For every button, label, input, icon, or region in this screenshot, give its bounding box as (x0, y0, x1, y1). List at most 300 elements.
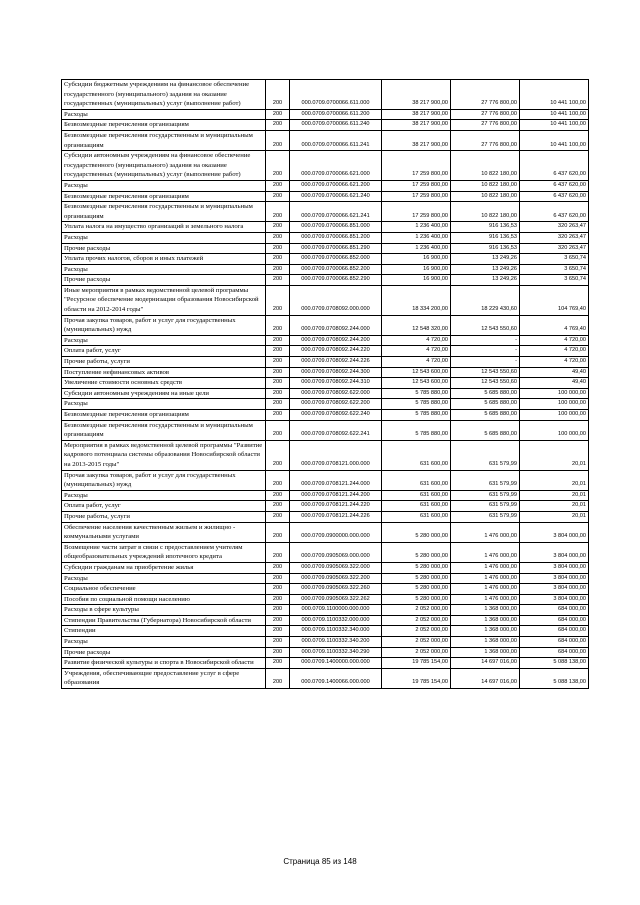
unexecuted-amount: 3 804 000,00 (520, 573, 589, 584)
table-row (62, 357, 589, 368)
unexecuted-amount: 5 088 138,00 (520, 668, 589, 688)
line-item-name: Обеспечение населения качественным жильем и жилищно - коммунальными услугами (62, 522, 266, 542)
budget-classification-code: 000.0709.1400066.000.000 (290, 668, 382, 688)
budget-classification-code: 000.0709.0900000.000.000 (290, 522, 382, 542)
unexecuted-amount: 3 804 000,00 (520, 584, 589, 595)
line-item-name: Безвозмездные перечисления организациям (62, 410, 266, 421)
executed-amount: 1 368 000,00 (451, 605, 520, 616)
budget-classification-code: 000.0709.0700066.621.000 (290, 151, 382, 181)
executed-amount: 10 822 180,00 (451, 151, 520, 181)
executed-amount: - (451, 346, 520, 357)
table-row (62, 658, 589, 669)
unexecuted-amount: 320 263,47 (520, 232, 589, 243)
line-item-name: Прочие расходы (62, 647, 266, 658)
unexecuted-amount: 100 000,00 (520, 410, 589, 421)
table-row (62, 243, 589, 254)
line-code: 200 (266, 120, 290, 131)
approved-amount: 12 543 600,00 (382, 378, 451, 389)
line-code: 200 (266, 594, 290, 605)
unexecuted-amount: 104 769,40 (520, 285, 589, 315)
unexecuted-amount: 49,40 (520, 367, 589, 378)
executed-amount: 1 368 000,00 (451, 615, 520, 626)
budget-classification-code: 000.0709.0700066.851.200 (290, 232, 382, 243)
budget-classification-code: 000.0709.0708121.244.200 (290, 490, 382, 501)
line-item-name: Мероприятия в рамках ведомственной целевой программы "Развитие кадрового потенциала системы образования Новосибирской области на 2013-2015 годы" (62, 440, 266, 470)
budget-classification-code: 000.0709.0708092.622.240 (290, 410, 382, 421)
unexecuted-amount: 3 650,74 (520, 254, 589, 265)
approved-amount: 5 785 880,00 (382, 420, 451, 440)
budget-classification-code: 000.0709.0708092.244.000 (290, 315, 382, 335)
approved-amount: 631 600,00 (382, 490, 451, 501)
line-item-name: Прочие расходы (62, 275, 266, 286)
line-code: 200 (266, 151, 290, 181)
unexecuted-amount: 20,01 (520, 501, 589, 512)
approved-amount: 5 280 000,00 (382, 573, 451, 584)
approved-amount: 38 217 900,00 (382, 130, 451, 150)
executed-amount: 27 776 800,00 (451, 80, 520, 110)
line-item-name: Расходы (62, 399, 266, 410)
budget-classification-code: 000.0709.0700066.611.241 (290, 130, 382, 150)
executed-amount: 13 249,26 (451, 264, 520, 275)
approved-amount: 5 785 880,00 (382, 399, 451, 410)
executed-amount: 631 579,99 (451, 440, 520, 470)
unexecuted-amount: 4 720,00 (520, 357, 589, 368)
approved-amount: 5 280 000,00 (382, 522, 451, 542)
line-code: 200 (266, 410, 290, 421)
unexecuted-amount: 100 000,00 (520, 399, 589, 410)
executed-amount: 631 579,99 (451, 470, 520, 490)
line-code: 200 (266, 378, 290, 389)
executed-amount: 14 697 016,00 (451, 668, 520, 688)
line-item-name: Возмещение части затрат в связи с предоставлением учителям общеобразовательных учреждений ипотечного кредита (62, 542, 266, 562)
line-code: 200 (266, 222, 290, 233)
table-row (62, 315, 589, 335)
line-item-name: Стипендии (62, 626, 266, 637)
table-row (62, 637, 589, 648)
unexecuted-amount: 6 437 620,00 (520, 180, 589, 191)
line-item-name: Расходы (62, 335, 266, 346)
executed-amount: 14 697 016,00 (451, 658, 520, 669)
line-code: 200 (266, 522, 290, 542)
budget-classification-code: 000.0709.0700066.851.000 (290, 222, 382, 233)
line-code: 200 (266, 202, 290, 222)
line-item-name: Безвозмездные перечисления организациям (62, 191, 266, 202)
unexecuted-amount: 49,40 (520, 378, 589, 389)
line-code: 200 (266, 542, 290, 562)
unexecuted-amount: 6 437 620,00 (520, 151, 589, 181)
budget-table-body (62, 80, 589, 689)
table-row (62, 180, 589, 191)
unexecuted-amount: 684 000,00 (520, 605, 589, 616)
budget-report-sheet (61, 79, 588, 689)
approved-amount: 1 236 400,00 (382, 222, 451, 233)
line-code: 200 (266, 626, 290, 637)
budget-classification-code: 000.0709.0700066.621.241 (290, 202, 382, 222)
executed-amount: - (451, 357, 520, 368)
unexecuted-amount: 10 441 100,00 (520, 80, 589, 110)
budget-classification-code: 000.0709.0700066.611.240 (290, 120, 382, 131)
approved-amount: 17 259 800,00 (382, 151, 451, 181)
executed-amount: 13 249,26 (451, 275, 520, 286)
approved-amount: 2 052 000,00 (382, 605, 451, 616)
line-item-name: Безвозмездные перечисления государственным и муниципальным организациям (62, 420, 266, 440)
executed-amount: 1 476 000,00 (451, 584, 520, 595)
budget-classification-code: 000.0709.0708121.244.220 (290, 501, 382, 512)
approved-amount: 2 052 000,00 (382, 626, 451, 637)
executed-amount: 1 368 000,00 (451, 647, 520, 658)
unexecuted-amount: 3 804 000,00 (520, 522, 589, 542)
budget-classification-code: 000.0709.1100332.340.200 (290, 637, 382, 648)
table-row (62, 511, 589, 522)
table-row (62, 109, 589, 120)
unexecuted-amount: 684 000,00 (520, 615, 589, 626)
budget-classification-code: 000.0709.0700066.852.200 (290, 264, 382, 275)
table-row (62, 275, 589, 286)
line-item-name: Расходы (62, 109, 266, 120)
table-row (62, 584, 589, 595)
budget-classification-code: 000.0709.1400000.000.000 (290, 658, 382, 669)
budget-classification-code: 000.0709.0700066.621.200 (290, 180, 382, 191)
approved-amount: 2 052 000,00 (382, 637, 451, 648)
approved-amount: 631 600,00 (382, 511, 451, 522)
table-row (62, 626, 589, 637)
approved-amount: 4 720,00 (382, 357, 451, 368)
approved-amount: 1 236 400,00 (382, 232, 451, 243)
line-code: 200 (266, 180, 290, 191)
line-code: 200 (266, 367, 290, 378)
line-item-name: Прочая закупка товаров, работ и услуг для государственных (муниципальных) нужд (62, 470, 266, 490)
budget-classification-code: 000.0709.0700066.611.000 (290, 80, 382, 110)
approved-amount: 2 052 000,00 (382, 615, 451, 626)
line-code: 200 (266, 232, 290, 243)
line-item-name: Стипендии Правительства (Губернатора) Новосибирской области (62, 615, 266, 626)
unexecuted-amount: 5 088 138,00 (520, 658, 589, 669)
budget-classification-code: 000.0709.1100000.000.000 (290, 605, 382, 616)
executed-amount: 1 476 000,00 (451, 522, 520, 542)
unexecuted-amount: 10 441 100,00 (520, 130, 589, 150)
approved-amount: 38 217 900,00 (382, 120, 451, 131)
table-row (62, 542, 589, 562)
line-item-name: Субсидии автономным учреждениям на иные цели (62, 388, 266, 399)
line-item-name: Учреждения, обеспечивающие предоставление услуг в сфере образования (62, 668, 266, 688)
executed-amount: 1 476 000,00 (451, 573, 520, 584)
unexecuted-amount: 100 000,00 (520, 388, 589, 399)
table-row (62, 191, 589, 202)
line-code: 200 (266, 264, 290, 275)
table-row (62, 254, 589, 265)
unexecuted-amount: 684 000,00 (520, 647, 589, 658)
line-item-name: Прочие работы, услуги (62, 357, 266, 368)
budget-classification-code: 000.0709.1100332.340.290 (290, 647, 382, 658)
approved-amount: 19 785 154,00 (382, 658, 451, 669)
budget-classification-code: 000.0709.0708092.244.300 (290, 367, 382, 378)
budget-classification-code: 000.0709.0708092.244.220 (290, 346, 382, 357)
executed-amount: 1 368 000,00 (451, 626, 520, 637)
line-item-name: Субсидии гражданам на приобретение жилья (62, 562, 266, 573)
approved-amount: 12 548 320,00 (382, 315, 451, 335)
budget-classification-code: 000.0709.0905069.322.000 (290, 562, 382, 573)
unexecuted-amount: 684 000,00 (520, 626, 589, 637)
executed-amount: 916 136,53 (451, 243, 520, 254)
line-code: 200 (266, 637, 290, 648)
line-item-name: Социальное обеспечение (62, 584, 266, 595)
line-code: 200 (266, 254, 290, 265)
table-row (62, 335, 589, 346)
line-item-name: Прочие расходы (62, 243, 266, 254)
line-item-name: Расходы (62, 264, 266, 275)
line-code: 200 (266, 658, 290, 669)
executed-amount: 5 685 880,00 (451, 388, 520, 399)
line-code: 200 (266, 109, 290, 120)
line-item-name: Уплата налога на имущество организаций и земельного налога (62, 222, 266, 233)
executed-amount: 1 476 000,00 (451, 562, 520, 573)
line-code: 200 (266, 191, 290, 202)
executed-amount: 12 543 550,60 (451, 378, 520, 389)
budget-classification-code: 000.0709.1100332.000.000 (290, 615, 382, 626)
table-row (62, 399, 589, 410)
executed-amount: 1 476 000,00 (451, 542, 520, 562)
executed-amount: 631 579,99 (451, 511, 520, 522)
budget-classification-code: 000.0709.0708121.244.000 (290, 470, 382, 490)
line-code: 200 (266, 388, 290, 399)
line-item-name: Субсидии бюджетным учреждениям на финансовое обеспечение государственного (муниципального) задания на оказание государственных (муниципальных) услуг (выполнение работ) (62, 80, 266, 110)
table-row (62, 346, 589, 357)
line-code: 200 (266, 285, 290, 315)
line-item-name: Развитие физической культуры и спорта в Новосибирской области (62, 658, 266, 669)
budget-classification-code: 000.0709.0905069.000.000 (290, 542, 382, 562)
budget-classification-code: 000.0709.0708092.622.241 (290, 420, 382, 440)
approved-amount: 1 236 400,00 (382, 243, 451, 254)
unexecuted-amount: 3 804 000,00 (520, 542, 589, 562)
line-code: 200 (266, 243, 290, 254)
line-code: 200 (266, 562, 290, 573)
approved-amount: 38 217 900,00 (382, 80, 451, 110)
line-item-name: Расходы в сфере культуры (62, 605, 266, 616)
executed-amount: 27 776 800,00 (451, 120, 520, 131)
table-row (62, 232, 589, 243)
table-row (62, 285, 589, 315)
budget-classification-code: 000.0709.0708121.000.000 (290, 440, 382, 470)
line-item-name: Субсидии автономным учреждениям на финансовое обеспечение государственного (муниципального) задания на оказание государственных (муниципальных) услуг (выполнение работ) (62, 151, 266, 181)
approved-amount: 16 900,00 (382, 254, 451, 265)
table-row (62, 420, 589, 440)
approved-amount: 631 600,00 (382, 440, 451, 470)
table-row (62, 80, 589, 110)
line-code: 200 (266, 346, 290, 357)
approved-amount: 5 785 880,00 (382, 388, 451, 399)
unexecuted-amount: 684 000,00 (520, 637, 589, 648)
executed-amount: - (451, 335, 520, 346)
table-row (62, 410, 589, 421)
line-code: 200 (266, 130, 290, 150)
executed-amount: 916 136,53 (451, 232, 520, 243)
budget-classification-code: 000.0709.0708121.244.226 (290, 511, 382, 522)
line-code: 200 (266, 335, 290, 346)
approved-amount: 4 720,00 (382, 346, 451, 357)
executed-amount: 5 685 880,00 (451, 399, 520, 410)
line-item-name: Безвозмездные перечисления государственным и муниципальным организациям (62, 202, 266, 222)
approved-amount: 5 280 000,00 (382, 562, 451, 573)
unexecuted-amount: 20,01 (520, 511, 589, 522)
line-code: 200 (266, 511, 290, 522)
line-code: 200 (266, 420, 290, 440)
unexecuted-amount: 320 263,47 (520, 243, 589, 254)
unexecuted-amount: 20,01 (520, 490, 589, 501)
executed-amount: 27 776 800,00 (451, 109, 520, 120)
line-item-name: Безвозмездные перечисления государственным и муниципальным организациям (62, 130, 266, 150)
executed-amount: 10 822 180,00 (451, 191, 520, 202)
unexecuted-amount: 20,01 (520, 470, 589, 490)
approved-amount: 631 600,00 (382, 470, 451, 490)
approved-amount: 5 280 000,00 (382, 542, 451, 562)
budget-classification-code: 000.0709.0700066.851.290 (290, 243, 382, 254)
unexecuted-amount: 3 804 000,00 (520, 562, 589, 573)
budget-classification-code: 000.0709.0708092.244.200 (290, 335, 382, 346)
table-row (62, 573, 589, 584)
line-item-name: Оплата работ, услуг (62, 346, 266, 357)
unexecuted-amount: 4 720,00 (520, 335, 589, 346)
executed-amount: 27 776 800,00 (451, 130, 520, 150)
unexecuted-amount: 6 437 620,00 (520, 191, 589, 202)
executed-amount: 5 685 880,00 (451, 410, 520, 421)
unexecuted-amount: 4 769,40 (520, 315, 589, 335)
line-item-name: Иные мероприятия в рамках ведомственной целевой программы "Ресурсное обеспечение модернизации образования Новосибирской области на 2012-2014 годы" (62, 285, 266, 315)
executed-amount: 10 822 180,00 (451, 180, 520, 191)
unexecuted-amount: 10 441 100,00 (520, 120, 589, 131)
budget-classification-code: 000.0709.0708092.622.200 (290, 399, 382, 410)
table-row (62, 668, 589, 688)
budget-table (61, 79, 589, 689)
approved-amount: 16 900,00 (382, 264, 451, 275)
line-code: 200 (266, 275, 290, 286)
approved-amount: 19 785 154,00 (382, 668, 451, 688)
unexecuted-amount: 4 720,00 (520, 346, 589, 357)
line-item-name: Оплата работ, услуг (62, 501, 266, 512)
budget-classification-code: 000.0709.0700066.852.000 (290, 254, 382, 265)
budget-classification-code: 000.0709.0708092.622.000 (290, 388, 382, 399)
table-row (62, 440, 589, 470)
unexecuted-amount: 3 804 000,00 (520, 594, 589, 605)
budget-classification-code: 000.0709.1100332.340.000 (290, 626, 382, 637)
line-item-name: Уплата прочих налогов, сборов и иных платежей (62, 254, 266, 265)
line-item-name: Расходы (62, 232, 266, 243)
table-row (62, 378, 589, 389)
approved-amount: 17 259 800,00 (382, 180, 451, 191)
line-item-name: Расходы (62, 490, 266, 501)
approved-amount: 38 217 900,00 (382, 109, 451, 120)
approved-amount: 5 280 000,00 (382, 594, 451, 605)
budget-classification-code: 000.0709.0700066.611.200 (290, 109, 382, 120)
line-code: 200 (266, 668, 290, 688)
table-row (62, 264, 589, 275)
approved-amount: 2 052 000,00 (382, 647, 451, 658)
executed-amount: 12 543 550,60 (451, 367, 520, 378)
budget-classification-code: 000.0709.0700066.852.290 (290, 275, 382, 286)
line-code: 200 (266, 399, 290, 410)
line-item-name: Расходы (62, 637, 266, 648)
table-row (62, 615, 589, 626)
unexecuted-amount: 3 650,74 (520, 275, 589, 286)
table-row (62, 388, 589, 399)
line-code: 200 (266, 573, 290, 584)
approved-amount: 631 600,00 (382, 501, 451, 512)
approved-amount: 5 280 000,00 (382, 584, 451, 595)
executed-amount: 916 136,53 (451, 222, 520, 233)
table-row (62, 594, 589, 605)
table-row (62, 130, 589, 150)
line-item-name: Безвозмездные перечисления организациям (62, 120, 266, 131)
table-row (62, 501, 589, 512)
table-row (62, 647, 589, 658)
table-row (62, 222, 589, 233)
approved-amount: 12 543 600,00 (382, 367, 451, 378)
approved-amount: 17 259 800,00 (382, 202, 451, 222)
executed-amount: 5 685 880,00 (451, 420, 520, 440)
executed-amount: 631 579,99 (451, 490, 520, 501)
executed-amount: 13 249,26 (451, 254, 520, 265)
table-row (62, 120, 589, 131)
unexecuted-amount: 320 263,47 (520, 222, 589, 233)
approved-amount: 16 900,00 (382, 275, 451, 286)
table-row (62, 490, 589, 501)
line-item-name: Увеличение стоимости основных средств (62, 378, 266, 389)
line-item-name: Поступление нефинансовых активов (62, 367, 266, 378)
unexecuted-amount: 100 000,00 (520, 420, 589, 440)
line-item-name: Расходы (62, 573, 266, 584)
line-code: 200 (266, 501, 290, 512)
table-row (62, 151, 589, 181)
budget-classification-code: 000.0709.0708092.000.000 (290, 285, 382, 315)
executed-amount: 1 476 000,00 (451, 594, 520, 605)
unexecuted-amount: 10 441 100,00 (520, 109, 589, 120)
budget-classification-code: 000.0709.0905069.322.262 (290, 594, 382, 605)
budget-classification-code: 000.0709.0700066.621.240 (290, 191, 382, 202)
line-item-name: Прочая закупка товаров, работ и услуг для государственных (муниципальных) нужд (62, 315, 266, 335)
line-code: 200 (266, 490, 290, 501)
executed-amount: 12 543 550,60 (451, 315, 520, 335)
executed-amount: 631 579,99 (451, 501, 520, 512)
budget-classification-code: 000.0709.0905069.322.200 (290, 573, 382, 584)
line-code: 200 (266, 584, 290, 595)
table-row (62, 562, 589, 573)
page-number: Страница 85 из 148 (283, 857, 357, 866)
table-row (62, 202, 589, 222)
line-code: 200 (266, 470, 290, 490)
budget-classification-code: 000.0709.0708092.244.310 (290, 378, 382, 389)
approved-amount: 18 334 200,00 (382, 285, 451, 315)
line-item-name: Пособия по социальной помощи населению (62, 594, 266, 605)
approved-amount: 17 259 800,00 (382, 191, 451, 202)
approved-amount: 4 720,00 (382, 335, 451, 346)
line-code: 200 (266, 440, 290, 470)
line-code: 200 (266, 647, 290, 658)
budget-classification-code: 000.0709.0905069.322.260 (290, 584, 382, 595)
unexecuted-amount: 20,01 (520, 440, 589, 470)
unexecuted-amount: 6 437 620,00 (520, 202, 589, 222)
executed-amount: 1 368 000,00 (451, 637, 520, 648)
table-row (62, 470, 589, 490)
budget-classification-code: 000.0709.0708092.244.226 (290, 357, 382, 368)
line-code: 200 (266, 357, 290, 368)
executed-amount: 10 822 180,00 (451, 202, 520, 222)
table-row (62, 367, 589, 378)
line-item-name: Прочие работы, услуги (62, 511, 266, 522)
unexecuted-amount: 3 650,74 (520, 264, 589, 275)
line-item-name: Расходы (62, 180, 266, 191)
approved-amount: 5 785 880,00 (382, 410, 451, 421)
line-code: 200 (266, 315, 290, 335)
line-code: 200 (266, 605, 290, 616)
